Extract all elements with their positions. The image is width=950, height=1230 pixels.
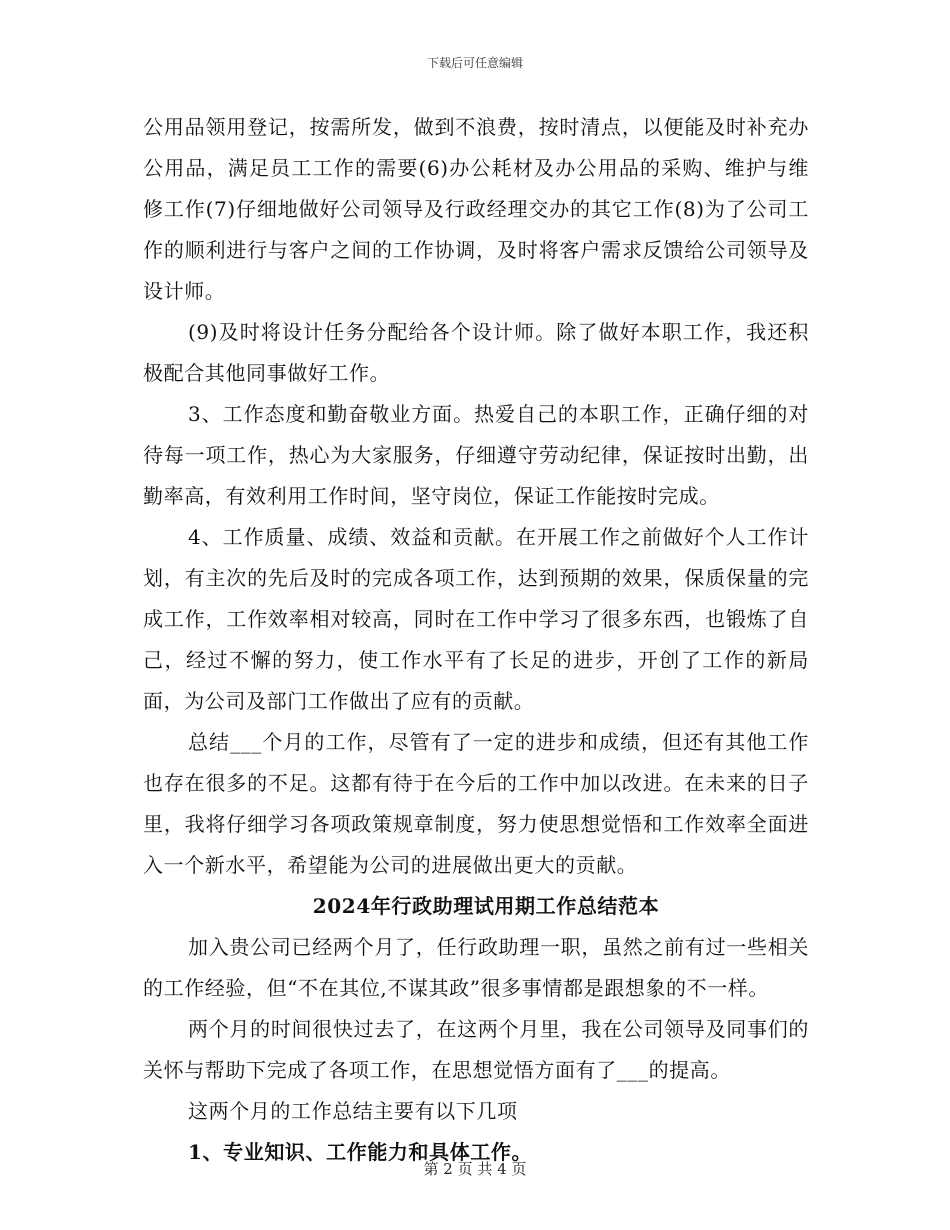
paragraph-summary: 总结___个月的工作，尽管有了一定的进步和成绩，但还有其他工作也存在很多的不足。这都有待于在今后的工作中加以改进。在未来的日子里，我将仔细学习各项政策规章制度，努力使思想觉悟和工作效率全面进入一个新水平，希望能为公司的进展做出更大的贡献。 [143,730,809,877]
paragraph-intro: 加入贵公司已经两个月了，任行政助理一职，虽然之前有过一些相关的工作经验，但“不在其位,不谋其政”很多事情都是跟想象的不一样。 [143,935,809,1000]
page-header-note: 下载后可任意编辑 [426,56,523,70]
subheading-professional-knowledge: 1、专业知识、工作能力和具体工作。 [188,1140,533,1164]
paragraph-two-months: 两个月的时间很快过去了，在这两个月里，我在公司领导及同事们的关怀与帮助下完成了各项工作，在思想觉悟方面有了___的提高。 [143,1017,809,1082]
paragraph-continued: 公用品领用登记，按需所发，做到不浪费，按时清点，以便能及时补充办公用品，满足员工工作的需要(6)办公耗材及办公用品的采购、维护与维修工作(7)仔细地做好公司领导及行政经理交办的其它工作(8)为了公司工作的顺利进行与客户之间的工作协调，及时将客户需求反馈给公司领导及设计师。 [143,115,809,303]
paragraph-item-9: (9)及时将设计任务分配给各个设计师。除了做好本职工作，我还积极配合其他同事做好工作。 [143,320,809,385]
document-body [143,107,809,1173]
paragraph-work-attitude: 3、工作态度和勤奋敬业方面。热爱自己的本职工作，正确仔细的对待每一项工作，热心为大家服务，仔细遵守劳动纪律，保证按时出勤，出勤率高，有效利用工作时间，坚守岗位，保证工作能按时完成。 [143,402,809,508]
section-title: 2024年行政助理试用期工作总结范本 [312,894,660,918]
paragraph-summary-lead: 这两个月的工作总结主要有以下几项 [188,1099,518,1123]
page-number: 第 2 页 共 4 页 [423,1160,527,1178]
paragraph-work-quality: 4、工作质量、成绩、效益和贡献。在开展工作之前做好个人工作计划，有主次的先后及时的完成各项工作，达到预期的效果，保质保量的完成工作，工作效率相对较高，同时在工作中学习了很多东西，也锻炼了自己，经过不懈的努力，使工作水平有了长足的进步，开创了工作的新局面，为公司及部门工作做出了应有的贡献。 [143,525,809,713]
